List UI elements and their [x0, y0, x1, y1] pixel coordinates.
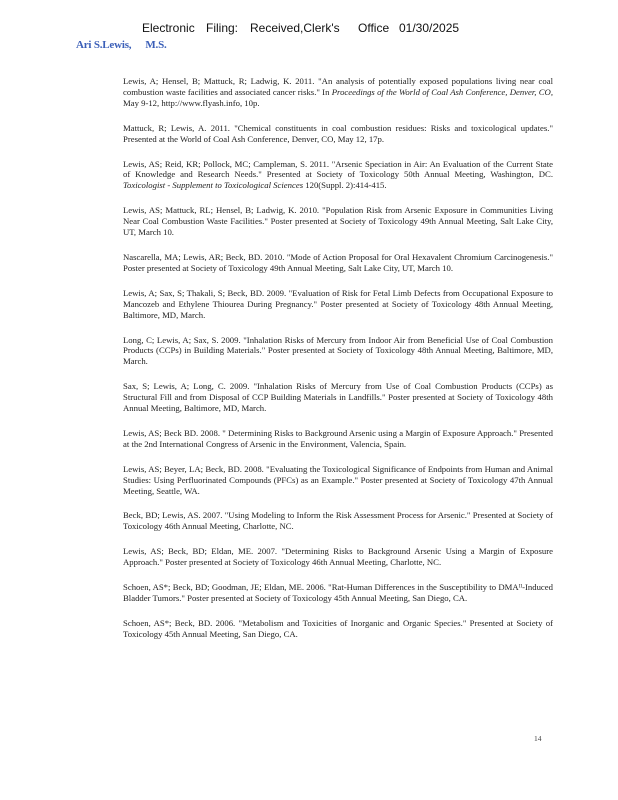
reference-text: Sax, S; Lewis, A; Long, C. 2009. "Inhalation Risks of Mercury from Use of Coal Combustion Products (CCPs) as Structural Fill and from Disposal of CCP Building Materials in Landfills." Poster presented at Society of Toxicology 48th Annual Meeting, Baltimore, MD, March.: [123, 381, 553, 414]
reference-entry: [123, 618, 553, 640]
reference-entry: [123, 381, 553, 414]
reference-entry: [123, 428, 553, 450]
reference-text: Lewis, A; Sax, S; Thakali, S; Beck, BD. 2009. "Evaluation of Risk for Fetal Limb Defects from Occupational Exposure to Mancozeb and Ethylene Thiourea During Pregnancy." Poster presented at Society of Toxicology 48th Annual Meeting, Baltimore, MD, March.: [123, 287, 553, 320]
reference-entry: [123, 205, 553, 238]
reference-entry: [123, 335, 553, 368]
reference-text-tail: 120(Suppl. 2):414-415.: [303, 180, 387, 191]
reference-entry: [123, 252, 553, 274]
reference-text: Lewis, AS; Mattuck, RL; Hensel, B; Ladwig, K. 2010. "Population Risk from Arsenic Exposure in Communities Living Near Coal Combustion Waste Facilities." Poster presented at Society of Toxicology 49th Annual Meeting, Salt Lake City, UT, March 10.: [123, 205, 553, 238]
reference-entry: [123, 510, 553, 532]
author-credentials: M.S.: [145, 39, 167, 51]
reference-list: [123, 76, 553, 654]
filing-header-part: Received,Clerk's: [250, 21, 340, 35]
reference-text: Schoen, AS*; Beck, BD. 2006. "Metabolism and Toxicities of Inorganic and Organic Species." Presented at Society of Toxicology 45th Annual Meeting, San Diego, CA.: [123, 617, 553, 639]
reference-entry: [123, 123, 553, 145]
reference-source-title: Proceedings of the World of Coal Ash Conference, Denver, CO,: [331, 86, 553, 97]
reference-text-tail: May 9-12, http://www.flyash.info, 10p.: [123, 97, 260, 108]
reference-text: Nascarella, MA; Lewis, AR; Beck, BD. 2010. "Mode of Action Proposal for Oral Hexavalent Chromium Carcinogenesis." Poster presented at Society of Toxicology 49th Annual Meeting, Salt Lake City, UT, March 10.: [123, 251, 553, 273]
reference-text: Lewis, AS; Beyer, LA; Beck, BD. 2008. "Evaluating the Toxicological Significance of Endpoints from Human and Animal Studies: Using Perfluorinated Compounds (PFCs) as an Example." Poster presented at Society of Toxicology 47th Annual Meeting, Seattle, WA.: [123, 463, 553, 496]
page-number: 14: [534, 734, 542, 743]
author-name: Ari S.Lewis,: [76, 39, 132, 51]
reference-entry: [123, 288, 553, 321]
reference-text: Lewis, AS; Beck, BD; Eldan, ME. 2007. "Determining Risks to Background Arsenic Using a Margin of Exposure Approach." Poster presented at Society of Toxicology 46th Annual Meeting, Charlotte, NC.: [123, 546, 553, 568]
reference-entry: [123, 582, 553, 604]
reference-text: Lewis, A; Hensel, B; Mattuck, R; Ladwig, K. 2011. "An analysis of potentially exposed populations living near coal combustion waste facilities and associated cancer risks." In: [123, 76, 553, 97]
filing-header-part: Electronic: [142, 21, 195, 35]
filing-header-date: 01/30/2025: [399, 21, 460, 35]
filing-header-part: Office: [358, 21, 390, 35]
reference-text: Schoen, AS*; Beck, BD; Goodman, JE; Eldan, ME. 2006. "Rat-Human Differences in the Susceptibility to DMAᴵᴵ-Induced Bladder Tumors." Poster presented at Society of Toxicology 45th Annual Meeting, San Diego, CA.: [123, 582, 553, 603]
reference-entry: [123, 76, 553, 109]
reference-text: Lewis, AS; Beck BD. 2008. " Determining Risks to Background Arsenic using a Margin of Exposure Approach." Presented at the 2nd International Congress of Arsenic in the Environment, Valencia, Spain.: [123, 427, 553, 449]
reference-text: Long, C; Lewis, A; Sax, S. 2009. "Inhalation Risks of Mercury from Indoor Air from Beneficial Use of Coal Combustion Products (CCPs) in Building Materials." Poster presented at Society of Toxicology 48th Annual Meeting, Baltimore, MD, March.: [123, 334, 553, 367]
filing-header-part: Filing:: [206, 21, 239, 35]
reference-text: Mattuck, R; Lewis, A. 2011. "Chemical constituents in coal combustion residues: Risks and toxicological updates." Presented at the World of Coal Ash Conference, Denver, CO, May 12, 17p.: [123, 122, 553, 144]
reference-source-title: Toxicologist - Supplement to Toxicological Sciences: [123, 180, 304, 191]
reference-text: Lewis, AS; Reid, KR; Pollock, MC; Campleman, S. 2011. "Arsenic Speciation in Air: An Evaluation of the Current State of Knowledge and Research Needs." Presented at Society of Toxicology 50th Annual Meeting, Washington, DC.: [123, 158, 553, 180]
author-line: [76, 39, 167, 51]
reference-entry: [123, 464, 553, 497]
reference-entry: [123, 159, 553, 192]
reference-entry: [123, 546, 553, 568]
reference-text: Beck, BD; Lewis, AS. 2007. "Using Modeling to Inform the Risk Assessment Process for Arsenic." Presented at Society of Toxicology 46th Annual Meeting, Charlotte, NC.: [123, 510, 553, 532]
